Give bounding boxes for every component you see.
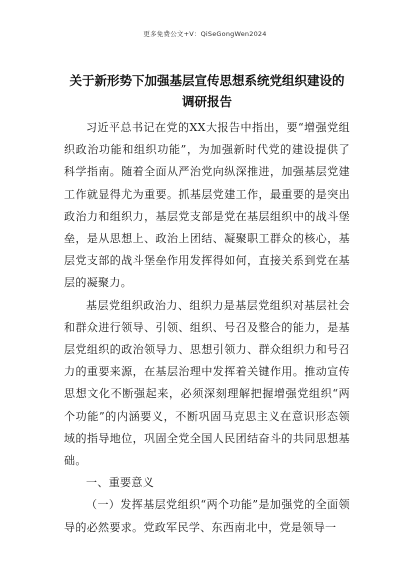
paragraph-subsection-1: （一）发挥基层党组织“两个功能”是加强党的全面领导的必然要求。党政军民学、东西南北中，党是领导一 [64, 498, 350, 534]
document-title: 关于新形势下加强基层宣传思想系统党组织建设的调研报告 [69, 73, 345, 109]
document-body [64, 117, 350, 539]
paragraph-intro: 习近平总书记在党的XX大报告中指出，要“增强党组织政治功能和组织功能”，为加强新时代党的建设提供了科学指南。随着全面从严治党向纵深推进，加强基层党建工作就显得尤为重要。抓基层党建工作，最重要的是突出政治力和组织力，基层党支部是党在基层组织中的战斗堡垒，是从思想上、政治上团结、凝聚职工群众的核心，基层党支部的战斗堡垒作用发挥得如何，直接关系到党在基层的凝聚力。 [64, 121, 350, 290]
section-heading: 一、重要意义 [86, 476, 155, 490]
paragraph-capabilities: 基层党组织政治力、组织力是基层党组织对基层社会和群众进行领导、引领、组织、号召及整合的能力，是基层党组织的政治领导力、思想引领力、群众组织力和号召力的重要来源，在基层治理中发挥着关键作用。推动宣传思想文化不断强起来，必须深刻理解把握增强党组织“两个功能”的内涵要义，不断巩固马克思主义在意识形态领域的指导地位，巩固全党全国人民团结奋斗的共同思想基础。 [64, 298, 350, 468]
header-note: 更多免费公文+V：QiSeGongWen2024 [143, 30, 267, 38]
